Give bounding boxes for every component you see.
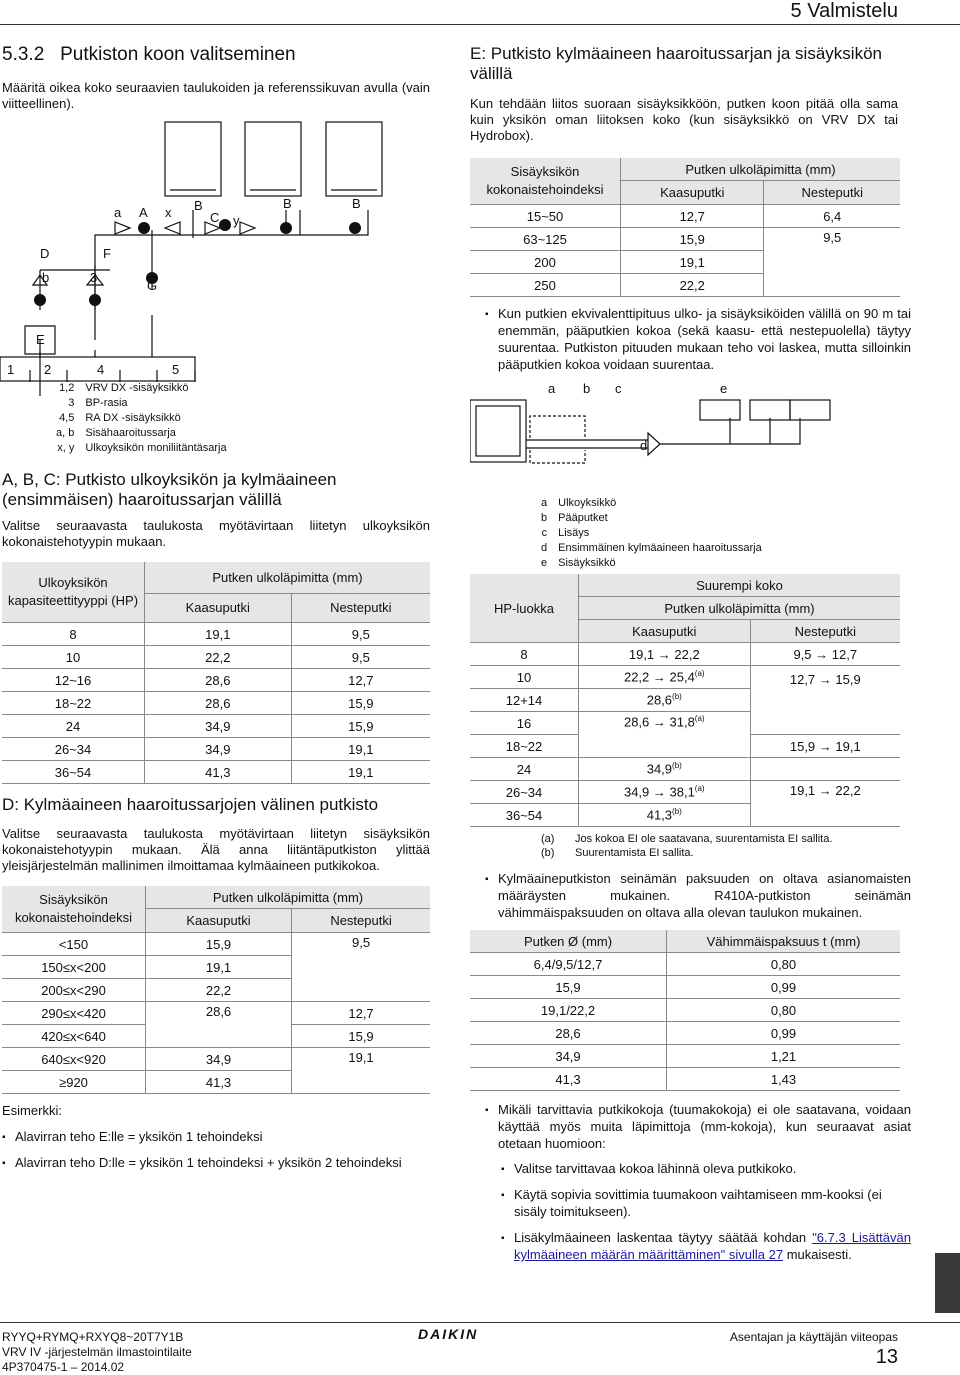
legend-key: c xyxy=(541,527,548,539)
indoor-unit-box xyxy=(326,122,382,196)
footnote-text: Jos kokoa EI ole saatavana, suurentamista EI sallita. xyxy=(575,833,833,845)
table-cell: 12,7 xyxy=(291,669,430,692)
example-title: Esimerkki: xyxy=(2,1103,62,1118)
table-cell: 12+14 xyxy=(505,692,543,708)
table-cell: 36~54 xyxy=(505,807,543,823)
table-cell: 150≤x<200 xyxy=(41,959,106,975)
table-cell: $34,9 \to 38,1^{(a)}$ xyxy=(579,781,751,804)
main-pipe-note xyxy=(485,305,911,379)
table-cell: 19,1 xyxy=(291,738,430,761)
table-cell: 28,6 xyxy=(145,692,292,715)
label-a: a xyxy=(114,205,122,220)
table-cell: 15,9 xyxy=(292,1025,430,1048)
upsize-table xyxy=(470,574,900,827)
table-row xyxy=(470,999,900,1022)
table-cell: 1,43 xyxy=(667,1068,901,1091)
note-item: ▪ Kun putkien ekvivalenttipituus ulko- ja sisäyksiköiden välillä on 90 m tai enemmän, pääputkien kokoa (sekä kaasu- että nestepuolella) täytyy suurentaa. Putkiston pituuden mukaan teho voi laskea, mutta silloinkin pääputkien kokoa voidaan suurentaa. xyxy=(498,305,911,373)
table-cell: 9,5 xyxy=(764,228,900,297)
table-cell: 420≤x<640 xyxy=(41,1028,106,1044)
table-cell: 63~125 xyxy=(523,231,567,247)
label-y: y xyxy=(233,213,240,228)
table-cell: 9,5 xyxy=(292,933,430,1002)
table-cell: 8 xyxy=(69,626,77,642)
footer-rule xyxy=(0,1322,960,1323)
col-header: Kaasuputki xyxy=(145,593,292,622)
legend-key: 1,2 xyxy=(59,382,75,394)
table-cell: 28,6$^{(b)}$ xyxy=(579,689,751,712)
table-cell: 15,9 xyxy=(291,715,430,738)
legend-desc: Lisäys xyxy=(558,527,590,539)
col-header: Kaasuputki xyxy=(621,181,764,205)
table-cell: 15,9 xyxy=(555,979,581,995)
footer-code: 4P370475-1 – 2014.02 xyxy=(2,1360,125,1374)
label-5: 5 xyxy=(172,362,180,377)
page-number: 13 xyxy=(875,1346,898,1368)
table-row xyxy=(470,976,900,999)
section-heading xyxy=(2,44,296,66)
label-1: 1 xyxy=(7,362,15,377)
table-cell: 26~34 xyxy=(505,784,543,800)
legend-desc: Pääputket xyxy=(558,512,608,524)
footnote-key: (a) xyxy=(541,833,555,845)
table-row xyxy=(2,646,430,669)
table-cell: 19,1 xyxy=(291,761,430,784)
table-cell: 41,3 xyxy=(555,1071,581,1087)
col-header: Ulkoyksikön kapasiteettityyppi (HP) xyxy=(7,575,139,608)
table-cell: 12,7 xyxy=(292,1002,430,1025)
table-cell: 15,9 xyxy=(621,228,764,251)
d-pipe-table xyxy=(2,886,430,1094)
wall-thickness-table xyxy=(470,930,900,1091)
table-cell: 0,80 xyxy=(667,953,901,976)
abc-pipe-table xyxy=(2,562,430,784)
legend-desc: RA DX -sisäyksikkö xyxy=(85,412,181,424)
table-cell: 19,1 xyxy=(145,623,292,646)
label-4: 4 xyxy=(97,362,105,377)
table-cell: $28,6 \to 31,8^{(a)}$ xyxy=(579,712,751,758)
footer-model: RYYQ+RYMQ+RXYQ8~20T7Y1B xyxy=(2,1330,184,1344)
footer-guide: Asentajan ja käyttäjän viiteopas xyxy=(729,1330,898,1344)
table-cell: 640≤x<920 xyxy=(41,1051,106,1067)
page-side-tab xyxy=(935,1253,960,1313)
section-e-title: E: Putkisto kylmäaineen haaroitussarjan ja sisäyksikön välillä xyxy=(470,44,882,83)
table-cell: 34,9$^{(b)}$ xyxy=(579,758,751,781)
table-cell: 16 xyxy=(516,715,532,731)
table-cell: 8 xyxy=(520,646,528,662)
table-cell: 22,2 xyxy=(145,646,292,669)
table-cell: 19,1 xyxy=(146,956,292,979)
legend-desc: Ulkoyksikön moniliitäntäsarja xyxy=(85,442,227,454)
col-header: HP-luokka xyxy=(494,600,554,616)
sizes-note xyxy=(485,1101,911,1158)
section-d-title: D: Kylmäaineen haaroitussarjojen välinen putkisto xyxy=(2,795,379,814)
indoor-unit-box xyxy=(165,122,221,196)
table-cell: 24 xyxy=(516,761,532,777)
table-cell: 10 xyxy=(65,649,81,665)
section-d-text: Valitse seuraavasta taulukosta myötävirtaan liitetyn sisäyksikön kokonaistehotyypin mukaan. Älä anna liitäntäputkiston ylittää yleisjärjestelmän mallinimen ilmoittamaa kylmäaineen putkikokoa. xyxy=(2,826,430,873)
table-row xyxy=(2,623,430,646)
table-cell: 12,7 → 15,9 xyxy=(750,666,900,735)
legend-key: x, y xyxy=(57,442,75,454)
chapter-title: 5 Valmistelu xyxy=(790,0,898,22)
table-cell: 290≤x<420 xyxy=(41,1005,106,1021)
note-item: ▪ Kylmäaineputkiston seinämän paksuuden on oltava asianomaisten määräysten mukainen. R410A-putkiston seinämän vähimmäispaksuuden on oltava alla olevan taulukon mukainen. xyxy=(498,870,911,921)
col-header: Putken ulkoläpimitta (mm) xyxy=(146,886,431,909)
table-cell: 34,9 xyxy=(145,738,292,761)
label-e: e xyxy=(720,381,728,396)
table-cell: 19,1 → 22,2 xyxy=(579,643,751,666)
table-cell: 200 xyxy=(534,254,556,270)
label-b: b xyxy=(42,270,50,285)
legend-desc: Sisähaaroitussarja xyxy=(85,427,176,439)
table-cell: 6,4 xyxy=(764,205,900,228)
col-header: Putken ulkoläpimitta (mm) xyxy=(621,158,901,181)
table-cell: 15,9 → 19,1 xyxy=(750,735,900,758)
table-row xyxy=(2,761,430,784)
legend-desc: VRV DX -sisäyksikkö xyxy=(85,382,189,394)
table-row xyxy=(2,715,430,738)
col-header: Sisäyksikön kokonaistehoindeksi xyxy=(14,892,133,925)
label-A: A xyxy=(139,205,148,220)
e-pipe-table xyxy=(470,158,900,297)
footer-left xyxy=(2,1330,192,1375)
section-intro: Määritä oikea koko seuraavien taulukoiden ja referenssikuvan avulla (vain viitteellinen). xyxy=(2,80,430,111)
label-d: d xyxy=(640,438,648,453)
example-item: ▪ Alavirran teho E:lle = yksikön 1 tehoindeksi xyxy=(15,1128,443,1145)
table-cell: 28,6 xyxy=(145,669,292,692)
col-header: Putken ulkoläpimitta (mm) xyxy=(145,562,431,593)
label-D: D xyxy=(40,246,50,261)
section-abc-text: Valitse seuraavasta taulukosta myötävirtaan liitetyn ulkoyksikön kokonaistehotyypin mukaan. xyxy=(2,518,430,549)
legend-key: 4,5 xyxy=(59,412,75,424)
col-header: Nesteputki xyxy=(292,909,430,933)
label-F: F xyxy=(103,246,111,261)
table-cell: 19,1 → 22,2 xyxy=(750,781,900,827)
table-cell: 6,4/9,5/12,7 xyxy=(533,956,603,972)
indoor-unit-box xyxy=(245,122,301,196)
col-header: Nesteputki xyxy=(291,593,430,622)
section-abc-title: A, B, C: Putkisto ulkoyksikön ja kylmäaineen (ensimmäisen) haaroitussarjan välillä xyxy=(2,470,337,509)
sub-item: ▪ Käytä sopivia sovittimia tuumakoon vaihtamiseen mm-kooksi (ei sisäly toimitukseen). xyxy=(514,1186,911,1220)
table-cell: 34,9 xyxy=(555,1048,581,1064)
legend-key: 3 xyxy=(68,397,75,409)
col-header: Putken ulkoläpimitta (mm) xyxy=(579,597,901,620)
table-cell: 41,3$^{(b)}$ xyxy=(579,804,751,827)
table-cell: 22,2 xyxy=(146,979,292,1002)
legend-desc: Sisäyksikkö xyxy=(558,557,616,569)
table-cell: 28,6 xyxy=(555,1025,581,1041)
table-cell: 200≤x<290 xyxy=(41,982,106,998)
table-row xyxy=(2,692,430,715)
col-header: Nesteputki xyxy=(764,181,900,205)
legend-desc: Ensimmäinen kylmäaineen haaroitussarja xyxy=(558,542,762,554)
col-header: Sisäyksikön kokonaistehoindeksi xyxy=(486,164,604,197)
table-cell xyxy=(750,758,900,781)
label-2: 2 xyxy=(44,362,52,377)
table-cell: 9,5 xyxy=(291,646,430,669)
table-cell: 15,9 xyxy=(146,933,292,956)
label-x: x xyxy=(165,205,172,220)
legend-key: a, b xyxy=(56,427,75,439)
label-c: c xyxy=(615,381,622,396)
wall-note xyxy=(485,870,911,927)
table-cell: 1,21 xyxy=(667,1045,901,1068)
diagram-legend xyxy=(540,496,763,571)
table-cell: 0,99 xyxy=(667,1022,901,1045)
table-cell: 15~50 xyxy=(526,208,564,224)
col-header: Suurempi koko xyxy=(579,574,901,597)
table-cell: 250 xyxy=(534,277,556,293)
label-B: B xyxy=(352,196,361,211)
legend-desc: BP-rasia xyxy=(85,397,128,409)
legend-key: d xyxy=(541,542,548,554)
table-cell: $22,2 \to 25,4^{(a)}$ xyxy=(579,666,751,689)
brand-logo: DAIKIN xyxy=(418,1326,479,1342)
header-rule xyxy=(0,24,960,25)
example-list xyxy=(2,1128,443,1177)
table-cell: 9,5 → 12,7 xyxy=(750,643,900,666)
table-row xyxy=(470,1022,900,1045)
section-number: 5.3.2 xyxy=(2,44,45,65)
table-cell: ≥920 xyxy=(59,1074,88,1090)
table-cell: 0,80 xyxy=(667,999,901,1022)
legend-desc: Ulkoyksikkö xyxy=(558,497,617,509)
footer-system: VRV IV -järjestelmän ilmastointilaite xyxy=(2,1345,192,1359)
note-item: ▪ Mikäli tarvittavia putkikokoja (tuumakokoja) ei ole saatavana, voidaan käyttää myös muita läpimittoja (mm-kokoja), kun seuraavat asiat otetaan huomioon: xyxy=(498,1101,911,1152)
col-header: Putken Ø (mm) xyxy=(523,933,613,949)
sub-item: ▪ Lisäkylmäaineen laskentaa täytyy säätää kohdan "6.7.3 Lisättävän kylmäaineen määrän määrittäminen" sivulla 27 mukaisesti. xyxy=(514,1229,911,1263)
sizes-sublist xyxy=(501,1160,911,1269)
label-C: C xyxy=(210,210,220,225)
table-cell: 18~22 xyxy=(505,738,543,754)
label-B: B xyxy=(194,198,203,213)
col-header: Kaasuputki xyxy=(146,909,292,933)
table-row xyxy=(2,669,430,692)
label-B: B xyxy=(283,196,292,211)
table-cell: 19,1/22,2 xyxy=(540,1002,596,1018)
table-cell: 15,9 xyxy=(291,692,430,715)
main-pipe-diagram xyxy=(470,378,900,488)
footnote-key: (b) xyxy=(541,847,555,859)
table-cell: 12~16 xyxy=(54,672,92,688)
table-cell: 28,6 xyxy=(146,1002,292,1048)
table-cell: 26~34 xyxy=(54,741,92,757)
table-cell: 34,9 xyxy=(146,1048,292,1071)
table-cell: 34,9 xyxy=(145,715,292,738)
legend-key: e xyxy=(541,557,548,569)
table-cell: 9,5 xyxy=(291,623,430,646)
legend-key: a xyxy=(541,497,548,509)
diagram-legend xyxy=(55,381,228,456)
table-cell: 19,1 xyxy=(621,251,764,274)
label-b: b xyxy=(583,381,591,396)
table-cell: 0,99 xyxy=(667,976,901,999)
table-cell: 12,7 xyxy=(621,205,764,228)
footnotes xyxy=(540,832,833,860)
table-cell: <150 xyxy=(58,936,89,952)
section-link[interactable]: "6.7.3 Lisättävän kylmäaineen määrän määrittäminen" sivulla 27 xyxy=(514,1230,911,1262)
section-title: Putkiston koon valitseminen xyxy=(60,44,296,65)
table-cell: 22,2 xyxy=(621,274,764,297)
col-header: Vähimmäispaksuus t (mm) xyxy=(667,930,901,953)
example-item: ▪ Alavirran teho D:lle = yksikön 1 tehoindeksi + yksikön 2 tehoindeksi xyxy=(15,1154,443,1171)
table-cell: 41,3 xyxy=(146,1071,292,1094)
table-cell: 36~54 xyxy=(54,764,92,780)
col-header: Kaasuputki xyxy=(579,620,751,643)
label-a: a xyxy=(548,381,556,396)
section-e-text: Kun tehdään liitos suoraan sisäyksikköön, putken koon pitää olla sama kuin yksikön oman liitoksen koko (kun sisäyksikkö on VRV DX tai Hydrobox). xyxy=(470,96,898,143)
label-3: 3 xyxy=(90,270,98,285)
table-cell: 41,3 xyxy=(145,761,292,784)
table-row xyxy=(470,1068,900,1091)
table-cell: 19,1 xyxy=(292,1048,430,1094)
label-E: E xyxy=(36,332,45,347)
sub-item: ▪ Valitse tarvittavaa kokoa lähinnä oleva putkikoko. xyxy=(514,1160,911,1177)
footnote-text: Suurentamista EI sallita. xyxy=(575,847,694,859)
table-row xyxy=(2,738,430,761)
col-header: Nesteputki xyxy=(750,620,900,643)
table-row xyxy=(470,1045,900,1068)
label-G: G xyxy=(147,278,158,293)
table-row xyxy=(470,953,900,976)
table-cell: 24 xyxy=(65,718,81,734)
legend-key: b xyxy=(541,512,548,524)
table-cell: 18~22 xyxy=(54,695,92,711)
table-cell: 10 xyxy=(516,669,532,685)
